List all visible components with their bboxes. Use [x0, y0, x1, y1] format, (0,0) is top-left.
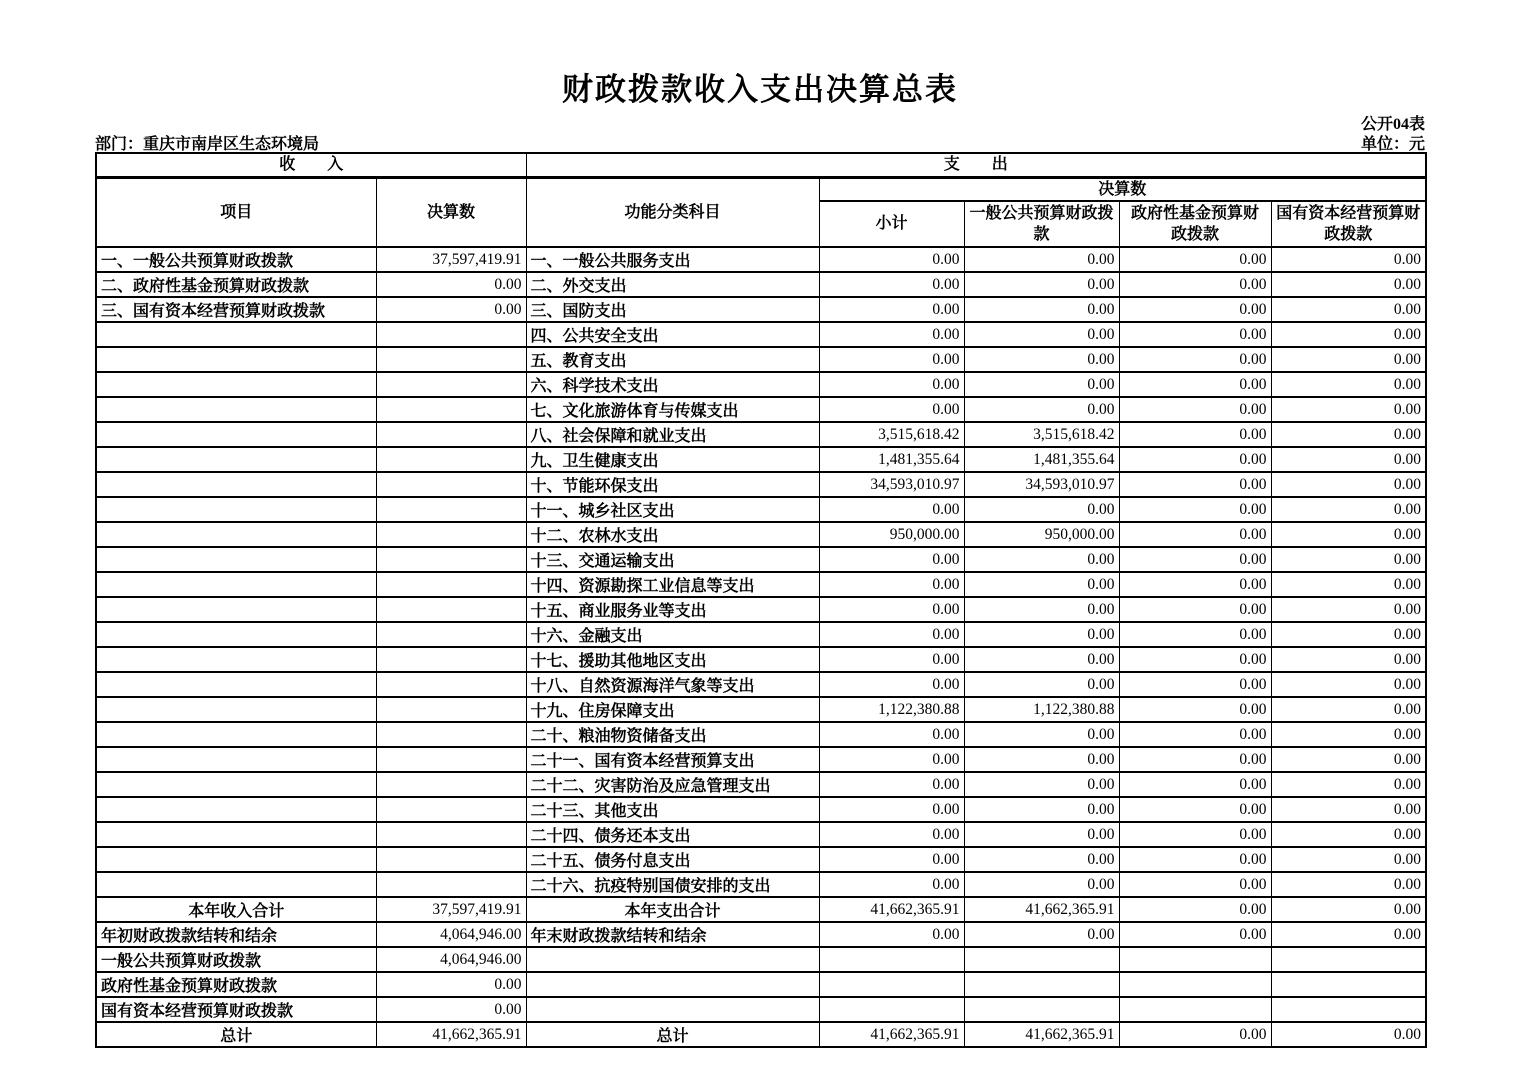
- expense-government-fund-cell: 0.00: [1119, 622, 1271, 647]
- expense-government-fund-cell: 0.00: [1119, 322, 1271, 347]
- expense-general-public-cell: 0.00: [964, 722, 1119, 747]
- header-item: 项目: [96, 177, 376, 247]
- income-amount-cell: [376, 797, 526, 822]
- expense-item-cell: 十五、商业服务业等支出: [526, 597, 819, 622]
- income-item-cell: [96, 872, 376, 897]
- expense-subtotal-cell: 0.00: [819, 822, 964, 847]
- income-item-cell: [96, 647, 376, 672]
- income-amount-cell: [376, 697, 526, 722]
- expense-item-cell: 九、卫生健康支出: [526, 447, 819, 472]
- expense-general-public-cell: 0.00: [964, 397, 1119, 422]
- expense-state-capital-cell: [1271, 997, 1426, 1022]
- table-row: [96, 572, 1426, 597]
- header-amount-group: 决算数: [819, 177, 1426, 201]
- income-amount-cell: 41,662,365.91: [376, 1022, 526, 1047]
- table-row: [96, 597, 1426, 622]
- header-general-public-budget: 一般公共预算财政拨款: [964, 201, 1119, 247]
- table-row: [96, 847, 1426, 872]
- department-label: 部门：重庆市南岸区生态环境局: [95, 136, 320, 153]
- expense-general-public-cell: [964, 972, 1119, 997]
- expense-item-cell: 十六、金融支出: [526, 622, 819, 647]
- expense-state-capital-cell: 0.00: [1271, 622, 1426, 647]
- expense-state-capital-cell: 0.00: [1271, 922, 1426, 947]
- unit-label: 单位：元: [1360, 136, 1425, 153]
- expense-item-cell: 四、公共安全支出: [526, 322, 819, 347]
- header-income-group: 收 入: [96, 153, 526, 177]
- expense-general-public-cell: 0.00: [964, 347, 1119, 372]
- table-row: [96, 622, 1426, 647]
- expense-item-cell: 二十四、债务还本支出: [526, 822, 819, 847]
- expense-government-fund-cell: 0.00: [1119, 472, 1271, 497]
- income-item-cell: [96, 722, 376, 747]
- expense-subtotal-cell: 3,515,618.42: [819, 422, 964, 447]
- expense-subtotal-cell: 0.00: [819, 872, 964, 897]
- expense-subtotal-cell: [819, 947, 964, 972]
- expense-subtotal-cell: 0.00: [819, 572, 964, 597]
- expense-subtotal-cell: 1,481,355.64: [819, 447, 964, 472]
- table-row: [96, 972, 1426, 997]
- income-amount-cell: [376, 522, 526, 547]
- income-amount-cell: [376, 672, 526, 697]
- table-row: [96, 647, 1426, 672]
- income-amount-cell: 0.00: [376, 297, 526, 322]
- table-row: [96, 922, 1426, 947]
- expense-state-capital-cell: 0.00: [1271, 647, 1426, 672]
- income-amount-cell: [376, 722, 526, 747]
- expense-item-cell: 七、文化旅游体育与传媒支出: [526, 397, 819, 422]
- header-government-fund-budget: 政府性基金预算财政拨款: [1119, 201, 1271, 247]
- expense-government-fund-cell: 0.00: [1119, 1022, 1271, 1047]
- expense-subtotal-cell: 0.00: [819, 722, 964, 747]
- expense-item-cell: 二十三、其他支出: [526, 797, 819, 822]
- expense-subtotal-cell: 0.00: [819, 672, 964, 697]
- income-item-cell: 本年收入合计: [96, 897, 376, 922]
- header-row-main: [96, 177, 1426, 201]
- expense-state-capital-cell: 0.00: [1271, 747, 1426, 772]
- header-state-capital-budget: 国有资本经营预算财政拨款: [1271, 201, 1426, 247]
- expense-general-public-cell: 0.00: [964, 547, 1119, 572]
- expense-item-cell: 十七、援助其他地区支出: [526, 647, 819, 672]
- expense-general-public-cell: 0.00: [964, 322, 1119, 347]
- expense-subtotal-cell: 0.00: [819, 397, 964, 422]
- income-amount-cell: [376, 622, 526, 647]
- page-title: 财政拨款收入支出决算总表: [562, 72, 958, 107]
- expense-government-fund-cell: 0.00: [1119, 247, 1271, 272]
- expense-general-public-cell: 0.00: [964, 497, 1119, 522]
- income-item-cell: [96, 772, 376, 797]
- income-amount-cell: [376, 847, 526, 872]
- income-amount-cell: 4,064,946.00: [376, 947, 526, 972]
- expense-state-capital-cell: 0.00: [1271, 497, 1426, 522]
- expense-state-capital-cell: 0.00: [1271, 597, 1426, 622]
- expense-item-cell: 十、节能环保支出: [526, 472, 819, 497]
- expense-item-cell: 十三、交通运输支出: [526, 547, 819, 572]
- expense-general-public-cell: [964, 997, 1119, 1022]
- expense-state-capital-cell: 0.00: [1271, 297, 1426, 322]
- expense-government-fund-cell: 0.00: [1119, 722, 1271, 747]
- expense-item-cell: [526, 972, 819, 997]
- table-row: [96, 447, 1426, 472]
- income-item-cell: [96, 372, 376, 397]
- expense-government-fund-cell: 0.00: [1119, 647, 1271, 672]
- income-amount-cell: [376, 547, 526, 572]
- income-item-cell: [96, 447, 376, 472]
- table-row: [96, 422, 1426, 447]
- expense-subtotal-cell: 0.00: [819, 922, 964, 947]
- expense-government-fund-cell: 0.00: [1119, 747, 1271, 772]
- expense-item-cell: 八、社会保障和就业支出: [526, 422, 819, 447]
- expense-item-cell: 三、国防支出: [526, 297, 819, 322]
- income-amount-cell: [376, 397, 526, 422]
- income-amount-cell: [376, 747, 526, 772]
- expense-state-capital-cell: 0.00: [1271, 847, 1426, 872]
- expense-government-fund-cell: 0.00: [1119, 422, 1271, 447]
- table-row: [96, 372, 1426, 397]
- expense-subtotal-cell: 0.00: [819, 347, 964, 372]
- expense-state-capital-cell: 0.00: [1271, 872, 1426, 897]
- income-item-cell: [96, 672, 376, 697]
- expense-government-fund-cell: 0.00: [1119, 697, 1271, 722]
- income-item-cell: 二、政府性基金预算财政拨款: [96, 272, 376, 297]
- expense-state-capital-cell: 0.00: [1271, 1022, 1426, 1047]
- expense-general-public-cell: 34,593,010.97: [964, 472, 1119, 497]
- expense-subtotal-cell: 0.00: [819, 772, 964, 797]
- expense-subtotal-cell: 0.00: [819, 247, 964, 272]
- expense-subtotal-cell: 950,000.00: [819, 522, 964, 547]
- income-item-cell: [96, 547, 376, 572]
- income-item-cell: [96, 847, 376, 872]
- income-item-cell: [96, 572, 376, 597]
- expense-government-fund-cell: 0.00: [1119, 797, 1271, 822]
- income-amount-cell: [376, 822, 526, 847]
- income-item-cell: 总计: [96, 1022, 376, 1047]
- expense-state-capital-cell: 0.00: [1271, 772, 1426, 797]
- expense-general-public-cell: 0.00: [964, 672, 1119, 697]
- expense-item-cell: 二十一、国有资本经营预算支出: [526, 747, 819, 772]
- income-item-cell: [96, 322, 376, 347]
- income-item-cell: 三、国有资本经营预算财政拨款: [96, 297, 376, 322]
- income-amount-cell: 0.00: [376, 972, 526, 997]
- income-item-cell: [96, 597, 376, 622]
- income-item-cell: [96, 397, 376, 422]
- expense-government-fund-cell: 0.00: [1119, 547, 1271, 572]
- expense-government-fund-cell: 0.00: [1119, 497, 1271, 522]
- expense-subtotal-cell: 0.00: [819, 747, 964, 772]
- expense-general-public-cell: 0.00: [964, 247, 1119, 272]
- expense-state-capital-cell: 0.00: [1271, 422, 1426, 447]
- table-row: [96, 347, 1426, 372]
- expense-government-fund-cell: 0.00: [1119, 822, 1271, 847]
- expense-item-cell: 十九、住房保障支出: [526, 697, 819, 722]
- income-item-cell: [96, 697, 376, 722]
- income-item-cell: [96, 797, 376, 822]
- expense-state-capital-cell: 0.00: [1271, 697, 1426, 722]
- income-item-cell: 一般公共预算财政拨款: [96, 947, 376, 972]
- expense-general-public-cell: 41,662,365.91: [964, 1022, 1119, 1047]
- expense-item-cell: 六、科学技术支出: [526, 372, 819, 397]
- expense-general-public-cell: 0.00: [964, 272, 1119, 297]
- income-amount-cell: 37,597,419.91: [376, 247, 526, 272]
- expense-general-public-cell: 0.00: [964, 597, 1119, 622]
- expense-general-public-cell: 0.00: [964, 372, 1119, 397]
- table-row: [96, 322, 1426, 347]
- expense-general-public-cell: 0.00: [964, 772, 1119, 797]
- expense-subtotal-cell: [819, 972, 964, 997]
- table-row: [96, 547, 1426, 572]
- income-amount-cell: [376, 372, 526, 397]
- expense-state-capital-cell: 0.00: [1271, 547, 1426, 572]
- expense-state-capital-cell: 0.00: [1271, 797, 1426, 822]
- expense-subtotal-cell: 0.00: [819, 272, 964, 297]
- expense-subtotal-cell: 0.00: [819, 372, 964, 397]
- table-row: [96, 672, 1426, 697]
- expense-government-fund-cell: 0.00: [1119, 372, 1271, 397]
- header-row-groups: [96, 153, 1426, 177]
- expense-general-public-cell: 0.00: [964, 572, 1119, 597]
- expense-government-fund-cell: 0.00: [1119, 572, 1271, 597]
- expense-government-fund-cell: [1119, 947, 1271, 972]
- expense-subtotal-cell: 0.00: [819, 847, 964, 872]
- income-item-cell: [96, 822, 376, 847]
- table-row: [96, 472, 1426, 497]
- expense-subtotal-cell: [819, 997, 964, 1022]
- table-row: [96, 247, 1426, 272]
- expense-state-capital-cell: 0.00: [1271, 372, 1426, 397]
- expense-item-cell: 二十五、债务付息支出: [526, 847, 819, 872]
- expense-state-capital-cell: 0.00: [1271, 272, 1426, 297]
- expense-item-cell: 二十六、抗疫特别国债安排的支出: [526, 872, 819, 897]
- expense-item-cell: 五、教育支出: [526, 347, 819, 372]
- table-row: [96, 272, 1426, 297]
- income-item-cell: 国有资本经营预算财政拨款: [96, 997, 376, 1022]
- income-amount-cell: 37,597,419.91: [376, 897, 526, 922]
- expense-government-fund-cell: [1119, 997, 1271, 1022]
- meta-line: [95, 131, 1425, 154]
- income-amount-cell: [376, 597, 526, 622]
- expense-government-fund-cell: [1119, 972, 1271, 997]
- income-amount-cell: 0.00: [376, 997, 526, 1022]
- expense-general-public-cell: 0.00: [964, 622, 1119, 647]
- table-row: [96, 747, 1426, 772]
- form-code: 公开04表: [1360, 116, 1425, 133]
- expense-subtotal-cell: 0.00: [819, 322, 964, 347]
- expense-state-capital-cell: [1271, 972, 1426, 997]
- expense-government-fund-cell: 0.00: [1119, 897, 1271, 922]
- fiscal-appropriation-table: [95, 152, 1427, 1048]
- expense-state-capital-cell: [1271, 947, 1426, 972]
- table-row: [96, 822, 1426, 847]
- income-amount-cell: [376, 447, 526, 472]
- expense-item-cell: 十二、农林水支出: [526, 522, 819, 547]
- table-row: [96, 522, 1426, 547]
- income-amount-cell: [376, 472, 526, 497]
- income-item-cell: [96, 422, 376, 447]
- expense-subtotal-cell: 41,662,365.91: [819, 1022, 964, 1047]
- expense-general-public-cell: 0.00: [964, 647, 1119, 672]
- expense-state-capital-cell: 0.00: [1271, 672, 1426, 697]
- expense-general-public-cell: 0.00: [964, 797, 1119, 822]
- expense-item-cell: [526, 997, 819, 1022]
- expense-state-capital-cell: 0.00: [1271, 722, 1426, 747]
- expense-item-cell: 二十、粮油物资储备支出: [526, 722, 819, 747]
- expense-item-cell: 十八、自然资源海洋气象等支出: [526, 672, 819, 697]
- expense-state-capital-cell: 0.00: [1271, 522, 1426, 547]
- income-amount-cell: [376, 422, 526, 447]
- expense-subtotal-cell: 41,662,365.91: [819, 897, 964, 922]
- header-amount: 决算数: [376, 177, 526, 247]
- income-amount-cell: [376, 347, 526, 372]
- table-row: [96, 872, 1426, 897]
- expense-item-cell: [526, 947, 819, 972]
- expense-government-fund-cell: 0.00: [1119, 847, 1271, 872]
- table-row: [96, 397, 1426, 422]
- expense-general-public-cell: 0.00: [964, 847, 1119, 872]
- expense-item-cell: 十四、资源勘探工业信息等支出: [526, 572, 819, 597]
- income-item-cell: [96, 747, 376, 772]
- table-row: [96, 772, 1426, 797]
- expense-subtotal-cell: 0.00: [819, 597, 964, 622]
- expense-general-public-cell: [964, 947, 1119, 972]
- expense-subtotal-cell: 0.00: [819, 297, 964, 322]
- table-row: [96, 897, 1426, 922]
- expense-general-public-cell: 950,000.00: [964, 522, 1119, 547]
- income-amount-cell: [376, 872, 526, 897]
- expense-state-capital-cell: 0.00: [1271, 247, 1426, 272]
- expense-government-fund-cell: 0.00: [1119, 672, 1271, 697]
- income-item-cell: [96, 522, 376, 547]
- expense-government-fund-cell: 0.00: [1119, 772, 1271, 797]
- expense-government-fund-cell: 0.00: [1119, 522, 1271, 547]
- income-amount-cell: 4,064,946.00: [376, 922, 526, 947]
- expense-state-capital-cell: 0.00: [1271, 897, 1426, 922]
- expense-subtotal-cell: 0.00: [819, 547, 964, 572]
- table-row: [96, 697, 1426, 722]
- expense-subtotal-cell: 0.00: [819, 622, 964, 647]
- expense-item-cell: 一、一般公共服务支出: [526, 247, 819, 272]
- expense-state-capital-cell: 0.00: [1271, 322, 1426, 347]
- table-row: [96, 947, 1426, 972]
- expense-item-cell: 总计: [526, 1022, 819, 1047]
- expense-item-cell: 十一、城乡社区支出: [526, 497, 819, 522]
- expense-government-fund-cell: 0.00: [1119, 597, 1271, 622]
- income-amount-cell: [376, 497, 526, 522]
- table-row: [96, 997, 1426, 1022]
- expense-state-capital-cell: 0.00: [1271, 472, 1426, 497]
- expense-general-public-cell: 1,481,355.64: [964, 447, 1119, 472]
- expense-state-capital-cell: 0.00: [1271, 397, 1426, 422]
- expense-government-fund-cell: 0.00: [1119, 347, 1271, 372]
- expense-state-capital-cell: 0.00: [1271, 447, 1426, 472]
- expense-government-fund-cell: 0.00: [1119, 447, 1271, 472]
- income-item-cell: [96, 347, 376, 372]
- expense-general-public-cell: 1,122,380.88: [964, 697, 1119, 722]
- expense-general-public-cell: 41,662,365.91: [964, 897, 1119, 922]
- table-row: [96, 1022, 1426, 1047]
- expense-government-fund-cell: 0.00: [1119, 872, 1271, 897]
- expense-item-cell: 二十二、灾害防治及应急管理支出: [526, 772, 819, 797]
- expense-government-fund-cell: 0.00: [1119, 297, 1271, 322]
- expense-general-public-cell: 0.00: [964, 872, 1119, 897]
- expense-subtotal-cell: 0.00: [819, 797, 964, 822]
- income-amount-cell: [376, 322, 526, 347]
- header-subtotal: 小计: [819, 201, 964, 247]
- income-item-cell: [96, 497, 376, 522]
- table-row: [96, 297, 1426, 322]
- income-item-cell: 一、一般公共预算财政拨款: [96, 247, 376, 272]
- table-row: [96, 497, 1426, 522]
- expense-subtotal-cell: 34,593,010.97: [819, 472, 964, 497]
- income-item-cell: [96, 472, 376, 497]
- expense-general-public-cell: 0.00: [964, 297, 1119, 322]
- income-item-cell: 年初财政拨款结转和结余: [96, 922, 376, 947]
- expense-item-cell: 二、外交支出: [526, 272, 819, 297]
- expense-item-cell: 年末财政拨款结转和结余: [526, 922, 819, 947]
- header-functional-subject: 功能分类科目: [526, 177, 819, 247]
- income-item-cell: 政府性基金预算财政拨款: [96, 972, 376, 997]
- expense-government-fund-cell: 0.00: [1119, 397, 1271, 422]
- expense-subtotal-cell: 0.00: [819, 647, 964, 672]
- expense-state-capital-cell: 0.00: [1271, 347, 1426, 372]
- table-row: [96, 797, 1426, 822]
- income-amount-cell: [376, 572, 526, 597]
- expense-general-public-cell: 0.00: [964, 747, 1119, 772]
- income-amount-cell: [376, 647, 526, 672]
- table-row: [96, 722, 1426, 747]
- expense-subtotal-cell: 1,122,380.88: [819, 697, 964, 722]
- header-expense-group: 支 出: [526, 153, 1426, 177]
- expense-subtotal-cell: 0.00: [819, 497, 964, 522]
- income-item-cell: [96, 622, 376, 647]
- expense-state-capital-cell: 0.00: [1271, 572, 1426, 597]
- expense-general-public-cell: 0.00: [964, 822, 1119, 847]
- expense-general-public-cell: 3,515,618.42: [964, 422, 1119, 447]
- income-amount-cell: 0.00: [376, 272, 526, 297]
- expense-government-fund-cell: 0.00: [1119, 922, 1271, 947]
- income-amount-cell: [376, 772, 526, 797]
- expense-item-cell: 本年支出合计: [526, 897, 819, 922]
- expense-general-public-cell: 0.00: [964, 922, 1119, 947]
- expense-state-capital-cell: 0.00: [1271, 822, 1426, 847]
- expense-government-fund-cell: 0.00: [1119, 272, 1271, 297]
